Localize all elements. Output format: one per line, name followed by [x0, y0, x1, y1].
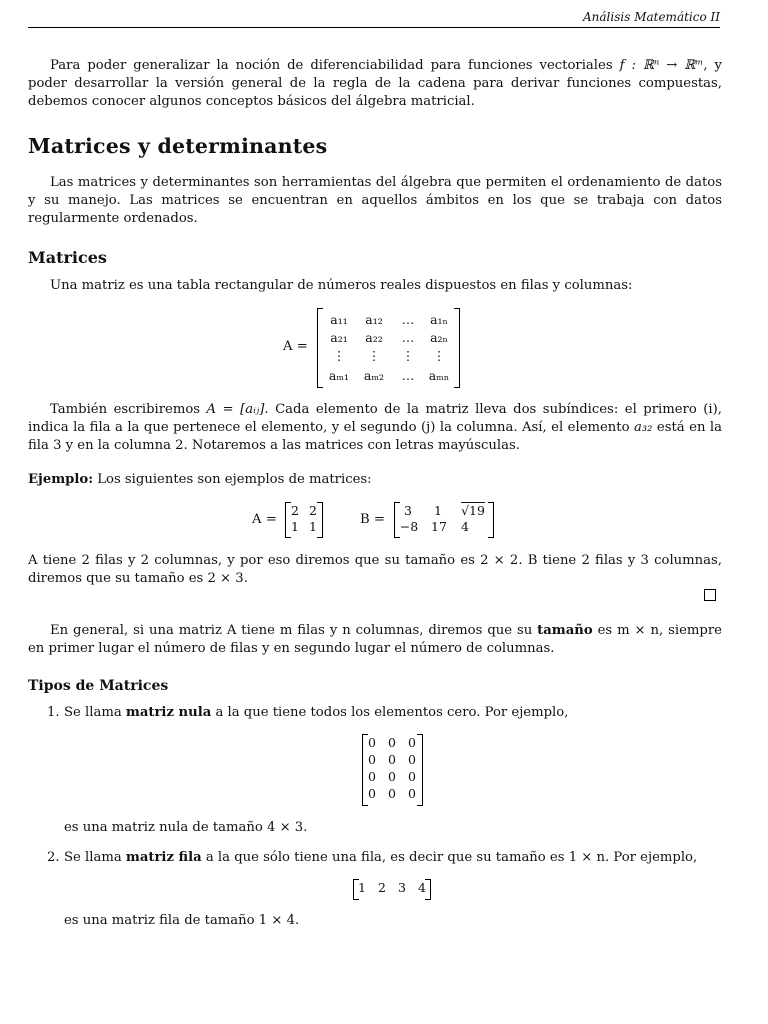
intro-paragraph	[28, 57, 722, 111]
right-bracket	[454, 308, 460, 388]
matrix-cell: 0	[368, 752, 376, 767]
matrix-cell: 0	[408, 786, 416, 801]
matrix-cell: 1	[309, 519, 317, 534]
notation-text-3: está en la fila 3 y en la columna 2. Notaremos a las matrices con letras mayúsculas.	[28, 420, 722, 453]
matrix-cell: a₁ₙ	[430, 312, 448, 327]
example-conclusion: A tiene 2 filas y 2 columnas, y por eso diremos que su tamaño es 2 × 2. B tiene 2 filas y 3 columnas, diremos que su tamaño es 2 × 3.	[28, 553, 722, 586]
matrix-cell: ⋮	[432, 348, 446, 363]
matrix-cell: a₂₂	[365, 330, 383, 345]
matrix-cell: 2	[309, 503, 317, 518]
notation-text-2: . Cada elemento de la matriz lleva dos subíndices: el primero (i), indica la fila a la que pertenece el elemento, y el segundo (j) la columna. Así, el elemento	[28, 402, 722, 435]
item-bold: matriz fila	[125, 850, 202, 865]
item-text-1: Se llama	[64, 705, 126, 720]
general-matrix-label: A =	[283, 339, 308, 354]
item-text-2: a la que sólo tiene una fila, es decir que su tamaño es 1 × n. Por ejemplo,	[201, 850, 698, 865]
size-bold: tamaño	[537, 623, 593, 638]
matrix-cell: ⋮	[332, 348, 346, 363]
right-bracket	[488, 502, 494, 538]
matrix-cell: aₘₙ	[428, 368, 450, 383]
qed-square-icon	[704, 589, 716, 601]
intro-text-2: , y poder desarrollar la versión general de la regla de la cadena para derivar funciones compuestas, debemos conocer algunos conceptos básicos del álgebra matricial.	[28, 58, 722, 109]
matrix-cell: …	[401, 330, 415, 345]
matrix-cell: 1	[291, 519, 299, 534]
matrix-cell: a₁₁	[330, 312, 348, 327]
left-bracket	[317, 308, 323, 388]
matrix-cell: 4	[461, 519, 469, 534]
subsection-title-types: Tipos de Matrices	[28, 678, 169, 694]
matrix-cell: 0	[368, 769, 376, 784]
matrix-cell: ⋮	[401, 348, 415, 363]
item-text-2: a la que tiene todos los elementos cero. Por ejemplo,	[211, 705, 569, 720]
matrix-cell: 0	[388, 769, 396, 784]
notation-element: a₃₂	[634, 420, 653, 435]
list-item-number: 1.	[47, 705, 60, 720]
list-item	[64, 705, 724, 720]
matrix-cell: 0	[408, 752, 416, 767]
matrix-a-label: A =	[252, 512, 277, 527]
matrix-cell: …	[401, 368, 415, 383]
matrix-cell: 0	[388, 735, 396, 750]
size-paragraph	[28, 622, 722, 658]
matrix-cell: 4	[418, 880, 426, 895]
notation-paragraph	[28, 401, 722, 455]
matrix-cell: a₂ₙ	[430, 330, 448, 345]
matrix-cell: 0	[388, 752, 396, 767]
matrix-cell: 3	[398, 880, 406, 895]
example-text: Los siguientes son ejemplos de matrices:	[93, 472, 372, 487]
matrix-definition: Una matriz es una tabla rectangular de números reales dispuestos en filas y columnas:	[50, 278, 633, 293]
section-paragraph: Las matrices y determinantes son herramientas del álgebra que permiten el ordenamiento de datos y su manejo. Las matrices se encuentran en aquellos ámbitos en los que se trabaja con datos regularmente ordenados.	[28, 175, 722, 226]
matrix-cell: 1	[358, 880, 366, 895]
matrix-cell: 0	[368, 735, 376, 750]
list-item	[64, 850, 724, 865]
matrix-cell: 0	[408, 769, 416, 784]
item-after-text: es una matriz nula de tamaño 4 × 3.	[64, 820, 308, 835]
item-after-text: es una matriz fila de tamaño 1 × 4.	[64, 913, 300, 928]
matrix-cell: ⋮	[367, 348, 381, 363]
notation-formula: A = [aᵢⱼ]	[206, 402, 265, 417]
matrix-cell: 1	[434, 503, 442, 518]
intro-text-1: Para poder generalizar la noción de diferenciabilidad para funciones vectoriales	[50, 58, 620, 73]
matrix-cell: 17	[431, 519, 447, 534]
example-intro	[28, 471, 722, 489]
matrix-cell: 3	[404, 503, 412, 518]
subsection-title-matrices: Matrices	[28, 248, 107, 267]
matrix-cell: 2	[291, 503, 299, 518]
running-header: Análisis Matemático II	[28, 9, 720, 28]
size-text-1: En general, si una matriz A tiene m filas y n columnas, diremos que su	[50, 623, 538, 638]
matrix-cell: …	[401, 312, 415, 327]
matrix-cell: a₂₁	[330, 330, 348, 345]
intro-formula: f : ℝⁿ → ℝᵐ	[619, 58, 704, 73]
matrix-cell: 2	[378, 880, 386, 895]
matrix-cell: −8	[399, 519, 419, 534]
matrix-b-label: B =	[360, 512, 385, 527]
matrix-cell: 0	[368, 786, 376, 801]
example-label: Ejemplo:	[28, 472, 94, 487]
notation-text-1: También escribiremos	[50, 402, 207, 417]
matrix-cell: aₘ₁	[328, 368, 350, 383]
matrix-cell: √19	[461, 503, 485, 518]
matrix-cell: a₁₂	[365, 312, 383, 327]
matrix-cell: 0	[388, 786, 396, 801]
item-bold: matriz nula	[125, 705, 212, 720]
size-text-2: es m × n, siempre en primer lugar el número de filas y en segundo lugar el número de columnas.	[28, 623, 722, 656]
matrix-cell: 0	[408, 735, 416, 750]
item-text-1: Se llama	[64, 850, 126, 865]
section-title: Matrices y determinantes	[28, 134, 328, 158]
list-item-number: 2.	[47, 850, 60, 865]
matrix-cell: aₘ₂	[363, 368, 385, 383]
